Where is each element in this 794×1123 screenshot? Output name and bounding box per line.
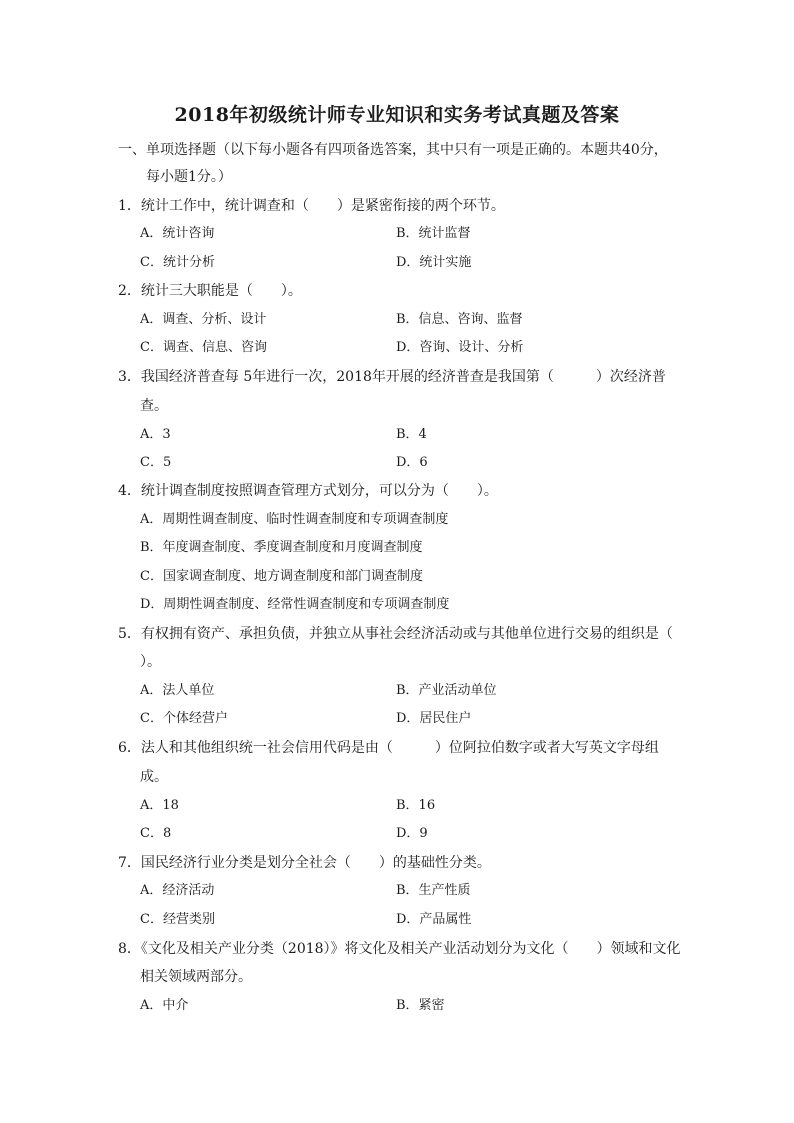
question-3-option-b: B．4 <box>396 427 427 442</box>
question-5-text-continued: ）。 <box>140 654 161 670</box>
question-8-text-continued: 相关领域两部分。 <box>140 969 252 985</box>
question-4-option-c: C．国家调查制度、地方调查制度和部门调查制度 <box>140 569 423 584</box>
question-8-option-b: B．紧密 <box>396 998 445 1013</box>
question-1-option-c: C．统计分析 <box>140 255 215 270</box>
question-1-text: 1．统计工作中，统计调查和（ ）是紧密衔接的两个环节。 <box>118 198 505 214</box>
question-7-text: 7．国民经济行业分类是划分全社会（ ）的基础性分类。 <box>118 855 491 871</box>
question-8-text: 8．《文化及相关产业分类（2018）》将文化及相关产业活动划分为文化（ ）领域和文化 <box>118 941 681 957</box>
section-heading-continued: 每小题1分。） <box>146 169 232 185</box>
section-heading: 一、单项选择题（以下每小题各有四项备选答案，其中只有一项是正确的。本题共40分， <box>118 142 668 158</box>
question-2-option-d: D．咨询、设计、分析 <box>396 340 524 355</box>
question-6-text: 6．法人和其他组织统一社会信用代码是由（ ）位阿拉伯数字或者大写英文字母组 <box>118 740 659 756</box>
question-2-option-a: A．调查、分析、设计 <box>140 312 267 327</box>
question-2-option-b: B．信息、咨询、监督 <box>396 312 523 327</box>
question-4-option-a: A．周期性调查制度、临时性调查制度和专项调查制度 <box>140 512 449 527</box>
question-3-text-continued: 查。 <box>140 398 168 414</box>
question-4-text: 4．统计调查制度按照调查管理方式划分，可以分为（ ）。 <box>118 483 498 499</box>
question-5-option-d: D．居民住户 <box>396 711 472 726</box>
question-1-option-b: B．统计监督 <box>396 226 471 241</box>
question-4-option-b: B．年度调查制度、季度调查制度和月度调查制度 <box>140 540 423 555</box>
question-5-text: 5．有权拥有资产、承担负债，并独立从事社会经济活动或与其他单位进行交易的组织是（ <box>118 626 673 642</box>
question-2-text: 2．统计三大职能是（ ）。 <box>118 283 302 299</box>
question-8-option-a: A．中介 <box>140 998 189 1013</box>
question-3-option-d: D．6 <box>396 455 428 470</box>
question-7-option-a: A．经济活动 <box>140 883 215 898</box>
question-4-option-d: D．周期性调查制度、经常性调查制度和专项调查制度 <box>140 597 450 612</box>
question-6-option-c: C．8 <box>140 826 172 841</box>
question-1-option-d: D．统计实施 <box>396 255 472 270</box>
question-7-option-b: B．生产性质 <box>396 883 471 898</box>
question-6-option-a: A．18 <box>140 798 179 813</box>
question-2-option-c: C．调查、信息、咨询 <box>140 340 267 355</box>
question-5-option-b: B．产业活动单位 <box>396 683 497 698</box>
question-6-option-d: D．9 <box>396 826 428 841</box>
question-7-option-d: D．产品属性 <box>396 912 472 927</box>
question-7-option-c: C．经营类别 <box>140 912 215 927</box>
question-5-option-a: A．法人单位 <box>140 683 215 698</box>
question-5-option-c: C．个体经营户 <box>140 711 228 726</box>
question-3-text: 3．我国经济普查每 5年进行一次，2018年开展的经济普查是我国第（ ）次经济普 <box>118 369 666 385</box>
question-3-option-c: C．5 <box>140 455 172 470</box>
question-6-option-b: B．16 <box>396 798 436 813</box>
question-3-option-a: A．3 <box>140 427 171 442</box>
question-1-option-a: A．统计咨询 <box>140 226 215 241</box>
question-6-text-continued: 成。 <box>140 769 168 785</box>
document-title: 2018年初级统计师专业知识和实务考试真题及答案 <box>174 104 620 126</box>
